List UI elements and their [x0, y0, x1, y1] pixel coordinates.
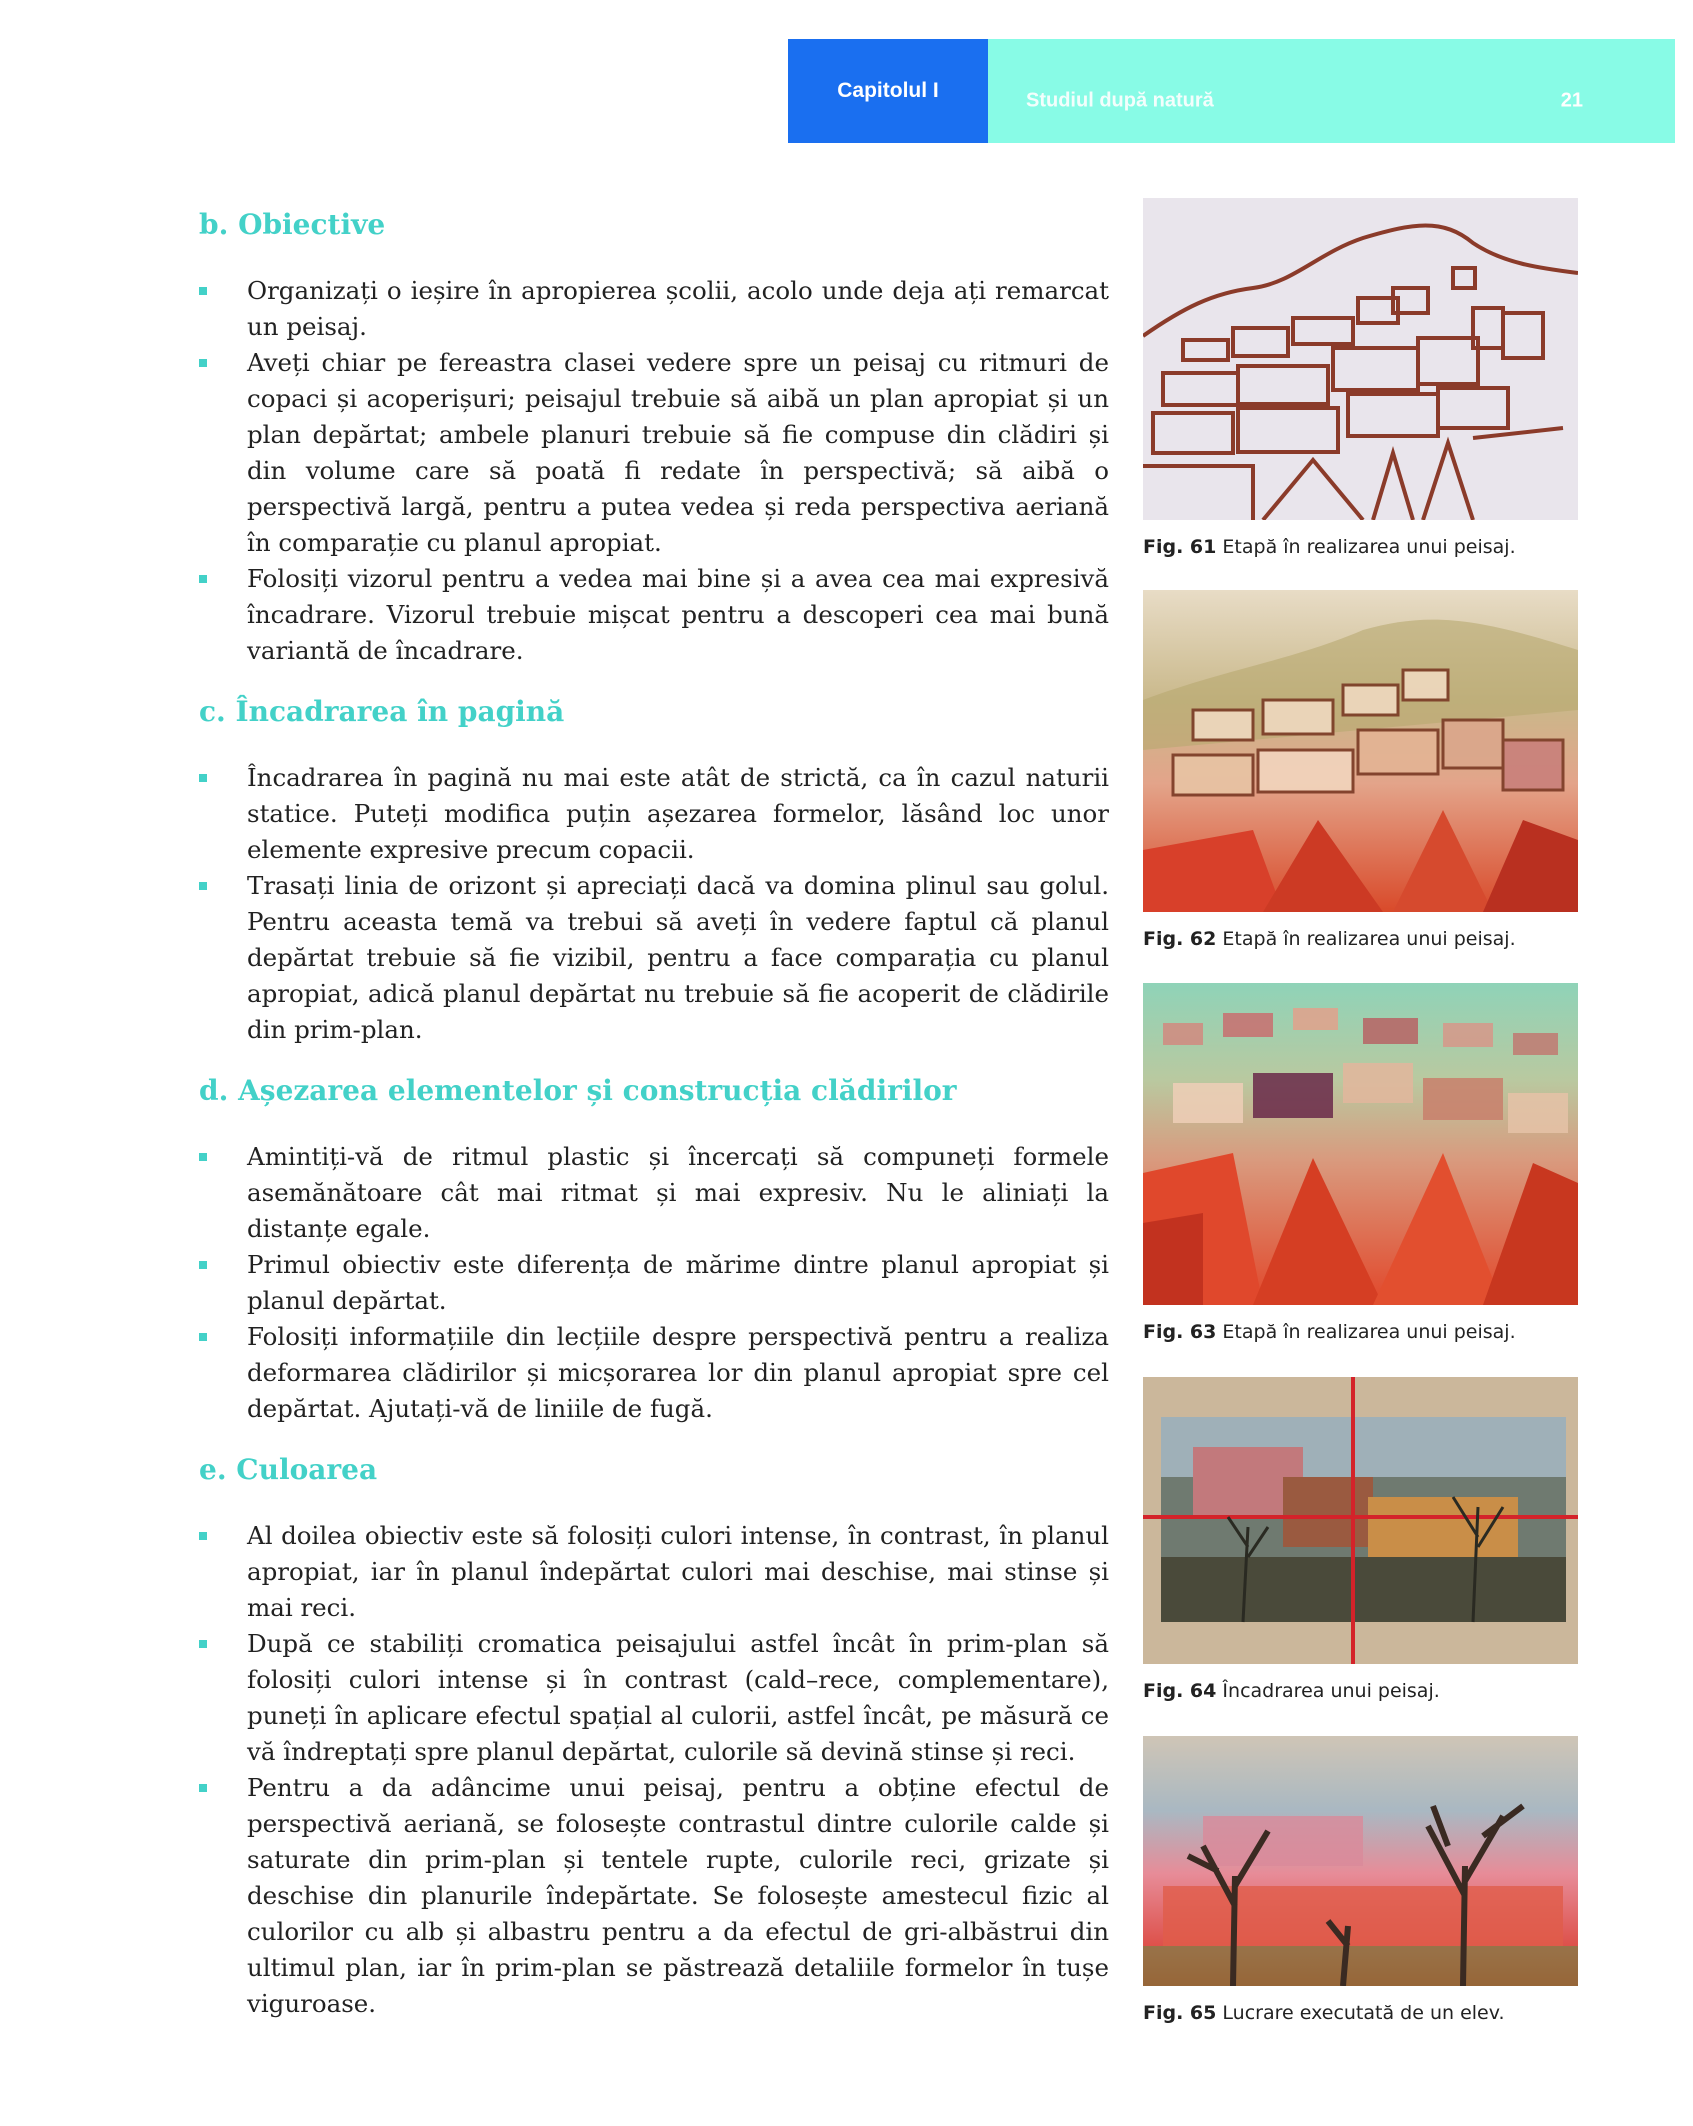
figure-label: Fig. 63 [1143, 1321, 1217, 1343]
figure-65-caption [1143, 2002, 1578, 2024]
list-item: Al doilea obiectiv este să folosiți culori intense, în contrast, în planul apropiat, iar în planul îndepărtat culori mai deschise, mai stinse și mai reci. [199, 1518, 1109, 1626]
figure-63 [1143, 983, 1578, 1343]
figure-64-caption [1143, 1680, 1578, 1702]
figure-text: Etapă în realizarea unui peisaj. [1222, 536, 1516, 558]
section-heading: e. Culoarea [199, 1453, 378, 1486]
list-item: Primul obiectiv este diferența de mărime dintre planul apropiat și planul depărtat. [199, 1247, 1109, 1319]
figure-64-image [1143, 1377, 1578, 1664]
figure-63-caption [1143, 1321, 1578, 1343]
header-band [988, 39, 1675, 143]
figure-label: Fig. 64 [1143, 1680, 1217, 1702]
chapter-label: Capitolul I [837, 79, 939, 102]
list-item: Aveți chiar pe fereastra clasei vedere spre un peisaj cu ritmuri de copaci și acoperișuri; peisajul trebuie să aibă un plan apropiat și un plan depărtat; ambele planuri trebuie să fie compuse din clădiri și din volume care să poată fi redate în perspectivă; să aibă o perspectivă largă, pentru a putea vedea și reda perspectiva aeriană în comparație cu planul apropiat. [199, 345, 1109, 561]
list-item: Amintiți-vă de ritmul plastic și încercați să compuneți formele asemănătoare cât mai ritmat și mai expresiv. Nu le aliniați la distanțe egale. [199, 1139, 1109, 1247]
page-number: 21 [1560, 89, 1583, 112]
figure-61-image [1143, 198, 1578, 520]
list-item: După ce stabiliți cromatica peisajului astfel încât în prim-plan să folosiți culori intense și în contrast (cald–rece, complementare), puneți în aplicare efectul spațial al culorii, astfel încât, pe măsură ce vă îndreptați spre planul depărtat, culorile să devină stinse și reci. [199, 1626, 1109, 1770]
figure-62-caption [1143, 928, 1578, 950]
list-item: Încadrarea în pagină nu mai este atât de strictă, ca în cazul naturii statice. Puteți modifica puțin așezarea formelor, lăsând loc unor elemente expresive precum copacii. [199, 760, 1109, 868]
figure-label: Fig. 61 [1143, 536, 1217, 558]
section-heading: d. Așezarea elementelor și construcția clădirilor [199, 1074, 957, 1107]
list-item: Folosiți informațiile din lecțiile despre perspectivă pentru a realiza deformarea clădirilor și micșorarea lor din planul apropiat spre cel depărtat. Ajutați-vă de liniile de fugă. [199, 1319, 1109, 1427]
figure-65 [1143, 1736, 1578, 2024]
chapter-tab [788, 39, 988, 143]
figure-label: Fig. 62 [1143, 928, 1217, 950]
section-heading: b. Obiective [199, 208, 386, 241]
figure-64 [1143, 1377, 1578, 1702]
figure-61 [1143, 198, 1578, 558]
figure-65-image [1143, 1736, 1578, 1986]
list-item: Pentru a da adâncime unui peisaj, pentru a obține efectul de perspectivă aeriană, se folosește contrastul dintre culorile calde și saturate din prim-plan și tentele rupte, culorile reci, grizate și deschise din planurile îndepărtate. Se folosește amestecul fizic al culorilor cu alb și albastru pentru a da efectul de gri-albăstrui din ultimul plan, iar în prim-plan se păstrează detaliile formelor în tușe viguroase. [199, 1770, 1109, 2022]
figure-62 [1143, 590, 1578, 950]
bullet-list [199, 1518, 1109, 2022]
list-item: Folosiți vizorul pentru a vedea mai bine și a avea cea mai expresivă încadrare. Vizorul trebuie mișcat pentru a descoperi cea mai bună variantă de încadrare. [199, 561, 1109, 669]
figure-text: Etapă în realizarea unui peisaj. [1222, 1321, 1516, 1343]
list-item: Organizați o ieșire în apropierea școlii, acolo unde deja ați remarcat un peisaj. [199, 273, 1109, 345]
section-color [199, 1445, 1109, 2022]
section-heading: c. Încadrarea în pagină [199, 695, 565, 728]
figure-text: Încadrarea unui peisaj. [1222, 1680, 1440, 1702]
section-objectives [199, 200, 1109, 669]
main-text-column [199, 200, 1109, 2040]
section-framing [199, 687, 1109, 1048]
figure-label: Fig. 65 [1143, 2002, 1217, 2024]
figure-61-caption [1143, 536, 1578, 558]
bullet-list [199, 273, 1109, 669]
list-item: Trasați linia de orizont și apreciați dacă va domina plinul sau golul. Pentru aceasta temă va trebui să aveți în vedere faptul că planul depărtat trebuie să fie vizibil, pentru a face comparația cu planul apropiat, adică planul depărtat nu trebuie să fie acoperit de clădirile din prim-plan. [199, 868, 1109, 1048]
figure-text: Lucrare executată de un elev. [1222, 2002, 1505, 2024]
section-construction [199, 1066, 1109, 1427]
figure-62-image [1143, 590, 1578, 912]
figure-text: Etapă în realizarea unui peisaj. [1222, 928, 1516, 950]
figure-63-image [1143, 983, 1578, 1305]
header-title: Studiul după natură [1026, 89, 1214, 112]
bullet-list [199, 1139, 1109, 1427]
bullet-list [199, 760, 1109, 1048]
